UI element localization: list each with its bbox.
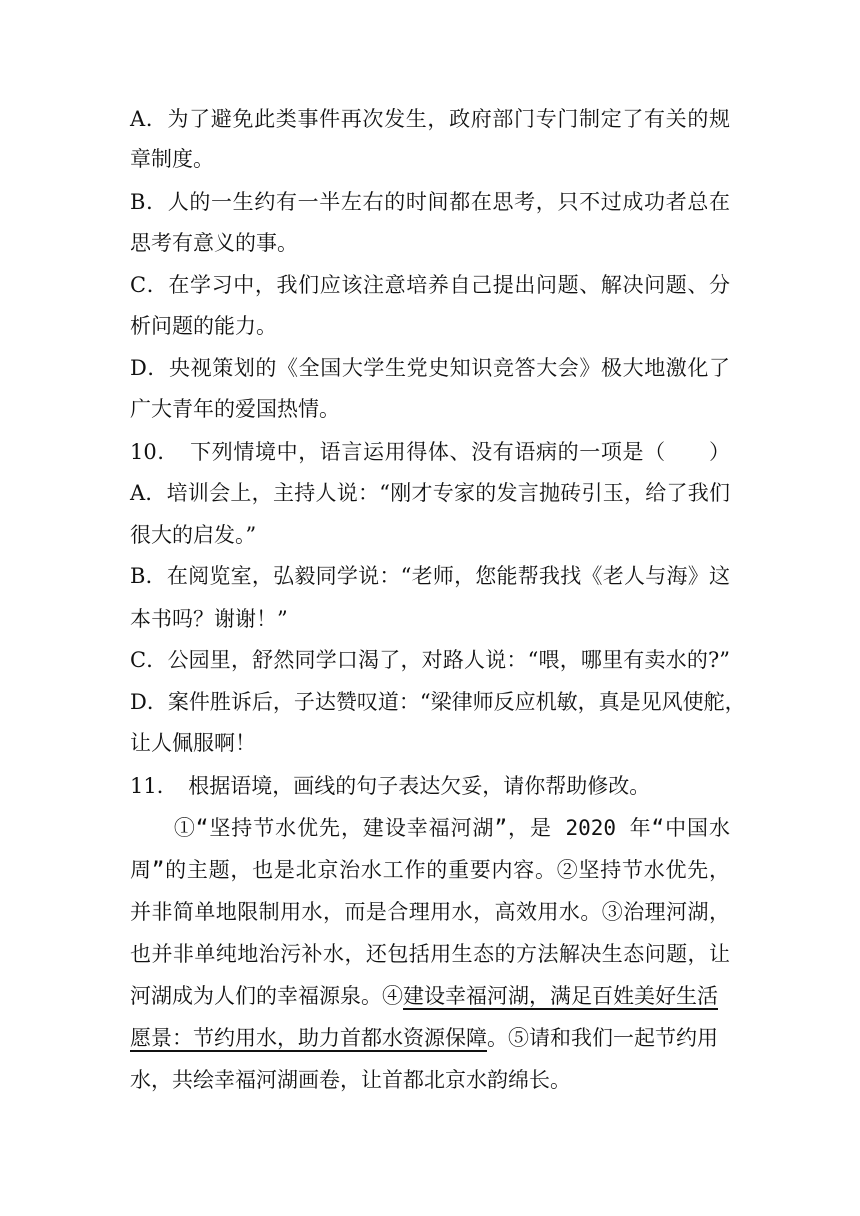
option-9b-line-1: B．人的一生约有一半左右的时间都在思考，只不过成功者总在 xyxy=(130,190,730,214)
passage-line-6-text: 。⑤请和我们一起节约用 xyxy=(487,1026,718,1050)
option-9d-line-2: 广大青年的爱国热情。 xyxy=(130,397,340,421)
passage-line-1: ①“坚持节水优先，建设幸福河湖”，是 2020 年“中国水 xyxy=(130,816,730,840)
option-10a-line-1: A．培训会上，主持人说：“刚才专家的发言抛砖引玉，给了我们 xyxy=(130,481,730,505)
option-9d-line-1: D．央视策划的《全国大学生党史知识竞答大会》极大地激化了 xyxy=(130,356,730,380)
option-9a-line-2: 章制度。 xyxy=(130,147,214,171)
question-11-stem: 11． 根据语境，画线的句子表达欠妥，请你帮助修改。 xyxy=(130,774,651,798)
option-9a-line-1: A．为了避免此类事件再次发生，政府部门专门制定了有关的规 xyxy=(130,107,730,131)
passage-line-4: 也并非单纯地治污补水，还包括用生态的方法解决生态问题，让 xyxy=(130,942,730,966)
passage-line-3: 并非简单地限制用水，而是合理用水，高效用水。③治理河湖， xyxy=(130,900,730,924)
passage-line-5 xyxy=(130,981,730,1011)
option-10b-line-1: B．在阅览室，弘毅同学说：“老师，您能帮我找《老人与海》这 xyxy=(130,564,730,588)
underlined-sentence-part-1: 建设幸福河湖，满足百姓美好生活 xyxy=(403,984,718,1008)
option-10d-line-2: 让人佩服啊！ xyxy=(130,731,256,755)
passage-line-5-text: 河湖成为人们的幸福源泉。④ xyxy=(130,984,403,1008)
passage-line-7: 水，共绘幸福河湖画卷，让首都北京水韵绵长。 xyxy=(130,1068,571,1092)
question-10-stem: 10． 下列情境中，语言运用得体、没有语病的一项是（ ） xyxy=(130,440,730,464)
underlined-sentence-part-2: 愿景：节约用水，助力首都水资源保障 xyxy=(130,1026,487,1050)
option-9c-line-2: 析问题的能力。 xyxy=(130,314,277,338)
option-10d-line-1: D．案件胜诉后，子达赞叹道：“梁律师反应机敏，真是见风使舵， xyxy=(130,690,746,714)
option-10a-line-2: 很大的启发。” xyxy=(130,523,257,547)
option-9b-line-2: 思考有意义的事。 xyxy=(130,231,298,255)
option-9c-line-1: C．在学习中，我们应该注意培养自己提出问题、解决问题、分 xyxy=(130,273,730,297)
option-10b-line-2: 本书吗？谢谢！” xyxy=(130,607,288,631)
option-10c: C．公园里，舒然同学口渴了，对路人说：“喂，哪里有卖水的?” xyxy=(130,648,730,672)
passage-line-2: 周”的主题，也是北京治水工作的重要内容。②坚持节水优先， xyxy=(130,858,730,882)
passage-line-6 xyxy=(130,1023,730,1053)
